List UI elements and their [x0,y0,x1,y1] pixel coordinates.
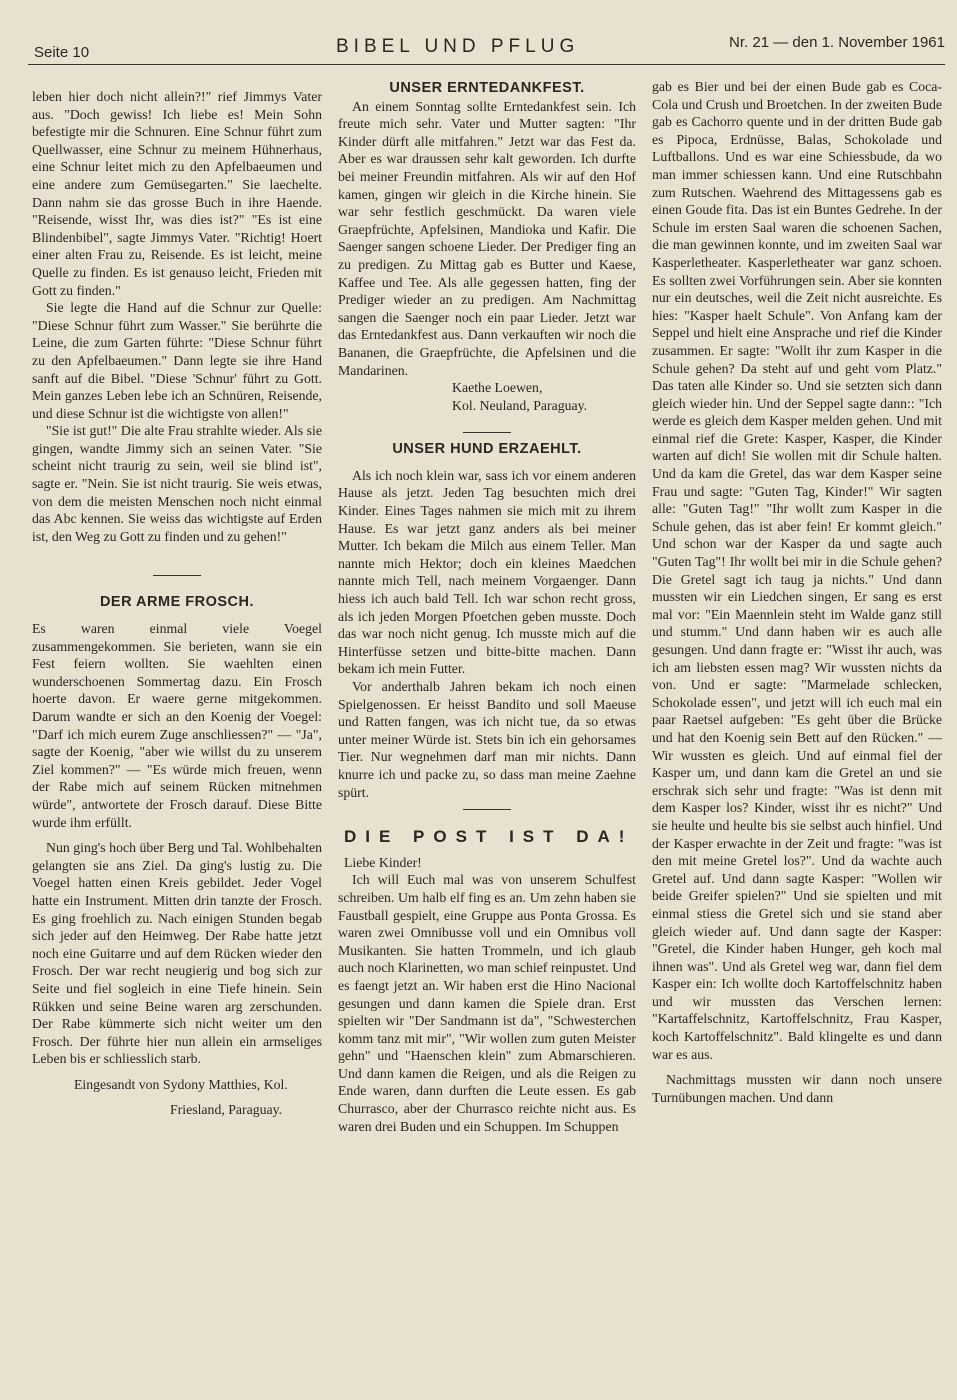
letter-greeting: Liebe Kinder! [344,854,422,870]
story-paragraph: An einem Sonntag sollte Erntedankfest sein. Ich freute mich sehr. Vater und Mutter sagten: "Ihr Kinder dürft alle mitfahren." Jetzt war das Fest da. Aber es war draussen sehr kalt geworden. Ich durfte bei meiner Freundin mitfahren. Als wir auf den Hof kamen, gingen wir gleich in die Kirche hinein. Sie war sehr festlich geschmückt. Da waren viele Graepfrüchte, Apfelsinen, Mandioka und Kafir. Die Saenger sangen schoene Lieder. Der Prediger fing an zu predigen. Zu Mittag gab es Butter und Kaese, Kaffee und Tee. Als alle gegessen hatten, fing der Prediger wieder an zu predigen. Am Nachmittag sangen die Saenger noch ein paar Lieder. Jetzt war das Erntedankfest aus. Dann verkauften wir noch die Bananen, die Graepfrüchte, die Apfelsinen und die Mandarinen. [338,98,636,378]
author-signature: Eingesandt von Sydony Matthies, Kol. [74,1076,288,1092]
page-header [28,30,945,65]
story-paragraph: Nun ging's hoch über Berg und Tal. Wohlbehalten gelangten sie ans Ziel. Da ging's lustig zu. Die Voegel hatten einen Kreis gebildet. Jeder Vogel hatte ein Instrument. Mitten drin tanzte der Frosch. Es ging froehlich zu. Nach einigen Stunden begab sich jeder auf den Heimweg. Der Rabe hatte jetzt noch eine Guitarre und auf dem Rücken wieder den Frosch. Der war recht neugierig und bog sich zur Seite und fiel sogleich in eine Tiefe hinein. Sein Rükken und seine Beine waren arg zerschunden. Der Rabe kümmerte sich nicht weiter um den Frosch. Der führte hier nun allein ein armseliges Leben bis er schliesslich starb. [32,840,322,1067]
story-paragraph: Sie legte die Hand auf die Schnur zur Quelle: "Diese Schnur führt zum Wasser." Sie berührte die Leine, die zum Garten führte: "Diese Schnur führt zu den Apfelbaeumen." Dann legte sie ihre Hand sanft auf die Bibel. "Diese 'Schnur' führt zu Gott. Mein ganzes Leben lebe ich an Schnüren, Reisende, und diese Schnur ist die wichtigste von allen!" [32,300,322,421]
story-paragraph: "Sie ist gut!" Die alte Frau strahlte wieder. Als sie gingen, wandte Jimmy sich an seinen Vater. "Sie scheint nicht traurig zu sein, weil sie blind ist", sagte er. "Nein. Sie ist nicht traurig. Sie weis etwas, von dem die meisten Menschen noch nicht einmal das Abc kennen. Sie weiss das wichtigste auf Erden ist, den Weg zu Gott zu finden und zu gehen!" [32,423,322,544]
article-title-hund: UNSER HUND ERZAEHLT. [392,441,582,458]
issue-date: Nr. 21 — den 1. November 1961 [729,34,945,51]
page-number: Seite 10 [34,44,90,61]
story-paragraph: Vor anderthalb Jahren bekam ich noch einen Spielgenossen. Er heisst Bandito und soll Maeuse und Ratten fangen, was ich nicht tue, da so etwas unter meiner Würde ist. Stets bin ich ein gehorsames Tier. Nur wegnehmen darf man mir nichts. Dann knurre ich und packe zu, so dass man meine Zaehne spürt. [338,679,636,800]
column-right [652,78,942,1106]
column-left [32,88,322,1119]
author-location: Friesland, Paraguay. [170,1102,283,1118]
article-title-erntedankfest: UNSER ERNTEDANKFEST. [389,80,585,96]
story-paragraph: Nachmittags mussten wir dann noch unsere Turnübungen machen. Und dann [652,1072,942,1105]
column-middle [338,80,636,1135]
story-paragraph: Es waren einmal viele Voegel zusammengekommen. Sie berieten, wann sie ein Fest feiern wollten. Sie waehlten einen wunderschoenen Sommertag dazu. Ein Frosch hoerte davon. Er waere gerne mitgekommen. Darum wandte er sich an den Koenig der Voegel: "Darf ich mich eurem Zuge anschliessen?" — "Ja", sagte der Koenig, "aber wie willst du zu unserem Ziel kommen?" — "Es würde mich freuen, wenn der Rabe mich auf seinem Rücken mitnehmen würde", antwortete der Frosch darauf. Diese Bitte wurde ihm erfüllt. [32,621,322,830]
author-signature: Kaethe Loewen, [452,380,543,396]
article-title-post: DIE POST IST DA! [344,827,634,847]
story-paragraph: leben hier doch nicht allein?!" rief Jimmys Vater aus. "Doch gewiss! Ich liebe es! Mein Sohn befestigte mir die Schnuren. Eine Schnur führt zum Quellwasser, eine Schnur zu meinem Hühnerhaus, eine Schnur leitet mich zu den Apfelbaeumen und eine andere zum Gemüsegarten." Sie laechelte. Dann nahm sie das grosse Buch in ihre Haende. "Reisende, wisst Ihr, was dies ist?" "Es ist eine Blindenbibel", sagte Jimmys Vater. "Richtig! Hoert einer alten Frau zu, Reisende. Es ist leicht, meine Quelle zu finden. Es ist genauso leicht, Frieden mit Gott zu finden." [32,89,322,298]
masthead-title: BIBEL UND PFLUG [336,36,580,57]
story-paragraph: gab es Bier und bei der einen Bude gab es Coca-Cola und Crush und Broetchen. In der zweiten Bude gab es Cachorro quente und in der dritten Bude gab es Pipoca, Erdnüsse, Balas, Schokolade und Luftballons. Und es war eine Schiessbude, da wo man immer schiessen kann. Und eine Rutschbahn zum Rutschen. Waehrend des Mittagessens gab es einen Goude fita. Das ist ein Buntes Gedrehe. In der Schule im ersten Saal waren die schoenen Sachen, die man gewinnen konnte, und im zweiten Saal war Kasperletheater. Kasperletheater war ganz schoen. Es sollten zwei Vorführungen sein. Aber sie konnten nur ein deutsches, weil die Zeit nicht ausreichte. Es hies: "Kasper haelt Schule". Von Anfang kam der Seppel und hielt eine Ansprache und rief die Kinder zusammen. Er sagte: "Wollt ihr zum Kasper in die Schule gehen? Da steht auf und geht vom Platz." Das taten alle Kinder so. Und sie setzten sich dann gleich wieder hin. Und der Seppel sagte dann:: "Ich werde es gleich dem Kasper melden gehen. Und mit einmal rief die Grete: Kasper, Kasper, die Kinder warten auf dich! Sie wollen mit dir Schule halten. Und da kam die Gretel, das war dem Kasper seine Frau und sagte: "Guten Tag, Kinder!" Wir sagten alle: "Guten Tag!" "Ihr wollt zum Kasper in die Schule gehen, das ist aber fein! Er kommt gleich." Und schon war der Kasper da und sagte auch "Guten Tag"! Ihr wollt bei mir in die Schule gehen? Die Gretel sagt ich taug ja nichts." Und dann mussten wir ein Liedchen singen, Er sang es erst mal vor: "Ein Maennlein steht im Walde ganz still und stumm." Und dann haben wir es auch alle gesungen. Und dann fragte er: "Wisst ihr auch, was ich am liebsten essen mag? Wir wussten nichts da von. Und er sagte: "Marmelade schlecken, Schokolade essen", und jetzt will ich euch mal ein paar Raetsel aufgeben: "Es geht über die Brücke und hat den Koenig sein Bett auf den Rücken." — Wir wussten es gleich. Und auf einmal fiel der Kasper um, und dann kam die Gretel an und sie erschrak sich sehr und fragte: "Was ist denn mit dem Kasper los? Kinder, wisst ihr es nicht?" Und sie heulte und heulte bis sie selbst auch hinfiel. Und der Kasper erwachte in der Zeit und fragte: "was ist den mit meine Gretel los?". Und da wachte auch Gretel auf. Und dann sagte Kasper: "Wollen wir beide Greifer spielen?" Und sie spielten und mit einmal stiess die Gretel sich und sie stand aber gleich wieder auf. Und dann sagte der Kasper: "Gretel, die Kinder haben Hunger, geh koch mal ihnen was". Und als Gretel weg war, dann fiel dem Kasper ein: Ich wollte doch Kartoffelschnitz haben und wir mussten das Verschen lernen: "Kartaffelschnitz, Kartoffelschnitz, Frau Kasper, koch Kartoffelschnitz". Bald klingelte es und dann war es aus. [652,79,942,1062]
author-location: Kol. Neuland, Paraguay. [452,397,588,413]
article-title-frosch: DER ARME FROSCH. [99,594,255,611]
story-paragraph: Ich will Euch mal was von unserem Schulfest schreiben. Um halb elf fing es an. Um zehn haben sie Faustball gespielt, eine Gruppe aus Ponta Grossa. Es waren zwei Omnibusse voll und ein Omnibus voll Musikanten. Sie hatten Trommeln, und ich glaub auch noch Klarinetten, wo man schief reinpustet. Und es faengt jetzt an. Wir haben erst die Hino Nacional gesungen und dann kamen die Spiele dran. Erst spielten wir "Der Sandmann ist da", "Schwesterchen komm tanz mit mir", "Wir wollen zum guten Meister gehn" und "Haenschen klein" zum Abmarschieren. Und dann kamen die Reigen, und als die Reigen zu Ende waren, dann durften die Leute essen. Es gab Churrasco, aber der Churrasco reichte nicht aus. Es waren drei Buden und ein Schuppen. Im Schuppen [338,872,636,1134]
story-paragraph: Als ich noch klein war, sass ich vor einem anderen Hause als jetzt. Jeden Tag besuchten mich drei Kinder. Eines Tages nahmen sie mich mit zu ihrem Hause. Es war jetzt ganz anders als bei meiner Mutter. Ich bekam die Milch aus einem Teller. Man nannte mich Hektor; doch ein kleines Maedchen nannte mich Tell, nach meinem Vorgaenger. Dann hiess ich auch bald Tell. Ich war schon recht gross, als ich jeden Morgen Pfoetchen geben musste. Doch das war noch nicht genug. Ich musste mich auf die Hinterfüsse setzen und bitte-bitte machen. Dann bekam ich mein Futter. [338,467,636,677]
